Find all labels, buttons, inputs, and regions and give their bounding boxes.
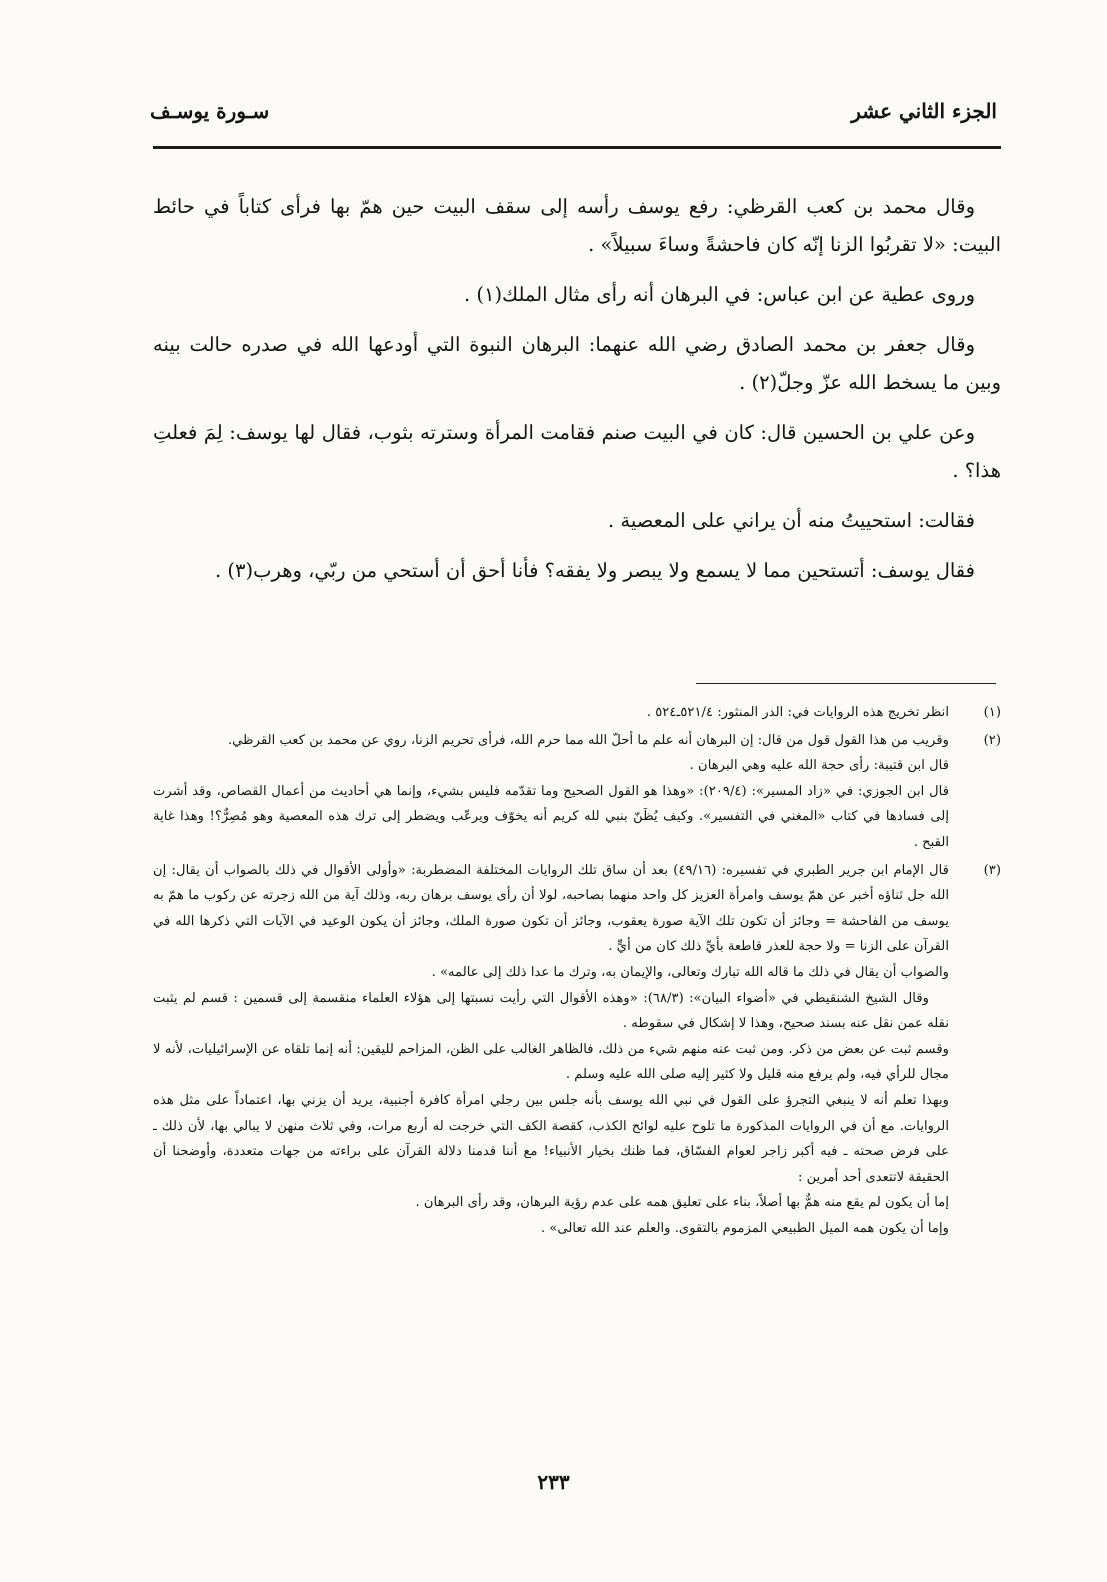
main-text	[153, 188, 1001, 602]
footnote-line: قال ابن الجوزي: في «زاد المسير»: (٢٠٩/٤): «وهذا هو القول الصحيح وما تقدّمه فليس بشيء، وإنما هي أحاديث من أعمال القصاص، وقد أشرت إلى فسادها في كتاب «المغني في التفسير». وكيف يُظَنّ بنبي لله كريم أنه يخوّف ويرعّب ويضطر إلى ترك هذه المعصية وهو مُصِرٌّ؟! وهذا غاية القبح .	[153, 783, 950, 850]
footnotes	[153, 700, 1001, 1243]
paragraph: وروى عطية عن ابن عباس: في البرهان أنه رأى مثال الملك(١) .	[463, 283, 975, 306]
footnote-line: وبهذا تعلم أنه لا ينبغي التجرؤ على القول في نبي الله يوسف بأنه جلس بين رجلي امرأة كافرة أجنبية، يريد أن يزني بها، اعتماداً على مثل هذه الروايات. مع أن في الروايات المذكورة ما تلوح عليه لوائح الكذب، كقصة الكف التي خرجت له أربع مرات، وفي ثلاث منهن لا يبالي بها، لأن ذلك ـ على فرض صحته ـ فيه أكبر زاجر لعوام الفسّاق، فما ظنك بخيار الأنبياء! مع أننا قدمنا دلالة القرآن على براءته من جهات متعددة، وأوضحنا أن الحقيقة لاتتعدى أحد أمرين :	[153, 1092, 949, 1185]
paragraph: فقالت: استحييتُ منه أن يراني على المعصية .	[608, 509, 975, 532]
running-header-surah: سـورة يوسـف	[150, 99, 270, 123]
paragraph: وقال محمد بن كعب القرظي: رفع يوسف رأسه إلى سقف البيت حين همّ بها فرأى كتاباً في حائط البيت: «لا تقربُوا الزنا إنّه كان فاحشةً وساءَ سبيلاً» .	[153, 195, 1001, 256]
footnote-2	[153, 728, 1001, 856]
footnote-line: قال الإمام ابن جرير الطبري في تفسيره: (٤٩/١٦) بعد أن ساق تلك الروايات المختلفة المضطربة: «وأولى الأقوال في ذلك بالصواب أن يقال: إن الله جل ثناؤه أخبر عن همّ يوسف وامرأة العزيز كل واحد منهما بصاحبه، لولا أن رأى يوسف برهان ربه، وذلك آية من الله زجرته عن ركوب ما همّ به يوسف من الفاحشة = وجائز أن تكون تلك الآية صورة يعقوب، وجائز أن تكون صورة الملك، وجائز أن يكون الوعيد في الآيات التي ذكرها الله في القرآن على الزنا = ولا حجة للعذر قاطعة بأيِّ ذلك كان من أيٍّ .	[153, 862, 949, 955]
running-header-part: الجزء الثاني عشر	[851, 99, 997, 123]
footnote-line: والصواب أن يقال في ذلك ما قاله الله تبارك وتعالى، والإيمان به، وترك ما عدا ذلك إلى عالمه» .	[431, 964, 949, 980]
footnote-line: إما أن يكون لم يقع منه همٌّ بها أصلاً، بناء على تعليق همه على عدم رؤية البرهان، وقد رأى البرهان .	[415, 1195, 949, 1211]
footnote-line: انظر تخريج هذه الروايات في: الدر المنثور: ٥٢١/٤ـ٥٢٤ .	[646, 705, 949, 720]
footnote-number: (١)	[983, 705, 1001, 720]
footnote-3	[153, 858, 1001, 1242]
footnote-line: وقريب من هذا القول قول من قال: إن البرهان أنه علم ما أحلّ الله مما حرم الله، فرأى تحريم الزنا، روي عن محمد بن كعب القرظي.	[227, 732, 949, 748]
header-divider	[153, 146, 1001, 149]
footnote-1	[153, 700, 1001, 726]
paragraph: فقال يوسف: أتستحين مما لا يسمع ولا يبصر ولا يفقه؟ فأنا أحق أن أستحي من ربّي، وهرب(٣) .	[215, 559, 975, 582]
footnote-number: (٣)	[983, 862, 1001, 878]
footnote-line: وقال الشيخ الشنقيطي في «أضواء البيان»: (٦٨/٣): «وهذه الأقوال التي رأيت نسبتها إلى هؤلاء العلماء منقسمة إلى قسمين : قسم لم يثبت نقله عمن نقل عنه بسند صحيح، وهذا لا إشكال في سقوطه .	[153, 990, 949, 1032]
footnote-line: وإما أن يكون همه الميل الطبيعي المزموم بالتقوى. والعلم عند الله تعالى» .	[540, 1220, 949, 1236]
footnote-line: وقسم ثبت عن بعض من ذكر. ومن ثبت عنه منهم شيء من ذلك، فالظاهر الغالب على الظن، المزاحم لليقين: أنه إنما تلقاه عن الإسرائيليات، لأنه لا مجال للرأي فيه، ولم يرفع منه قليل ولا كثير إليه صلى الله عليه وسلم .	[153, 1041, 949, 1083]
footnote-number: (٢)	[983, 732, 1001, 748]
footnote-divider	[696, 683, 996, 684]
page-number: ٢٣٣	[537, 1470, 570, 1494]
footnote-line: قال ابن قتيبة: رأى حجة الله عليه وهي البرهان .	[689, 758, 949, 774]
paragraph: وقال جعفر بن محمد الصادق رضي الله عنهما: البرهان النبوة التي أودعها الله في صدره حالت بينه وبين ما يسخط الله عزّ وجلّ(٢) .	[153, 333, 1001, 394]
paragraph: وعن علي بن الحسين قال: كان في البيت صنم فقامت المرأة وسترته بثوب، فقال لها يوسف: لِمَ فعلتِ هذا؟ .	[153, 421, 1001, 482]
